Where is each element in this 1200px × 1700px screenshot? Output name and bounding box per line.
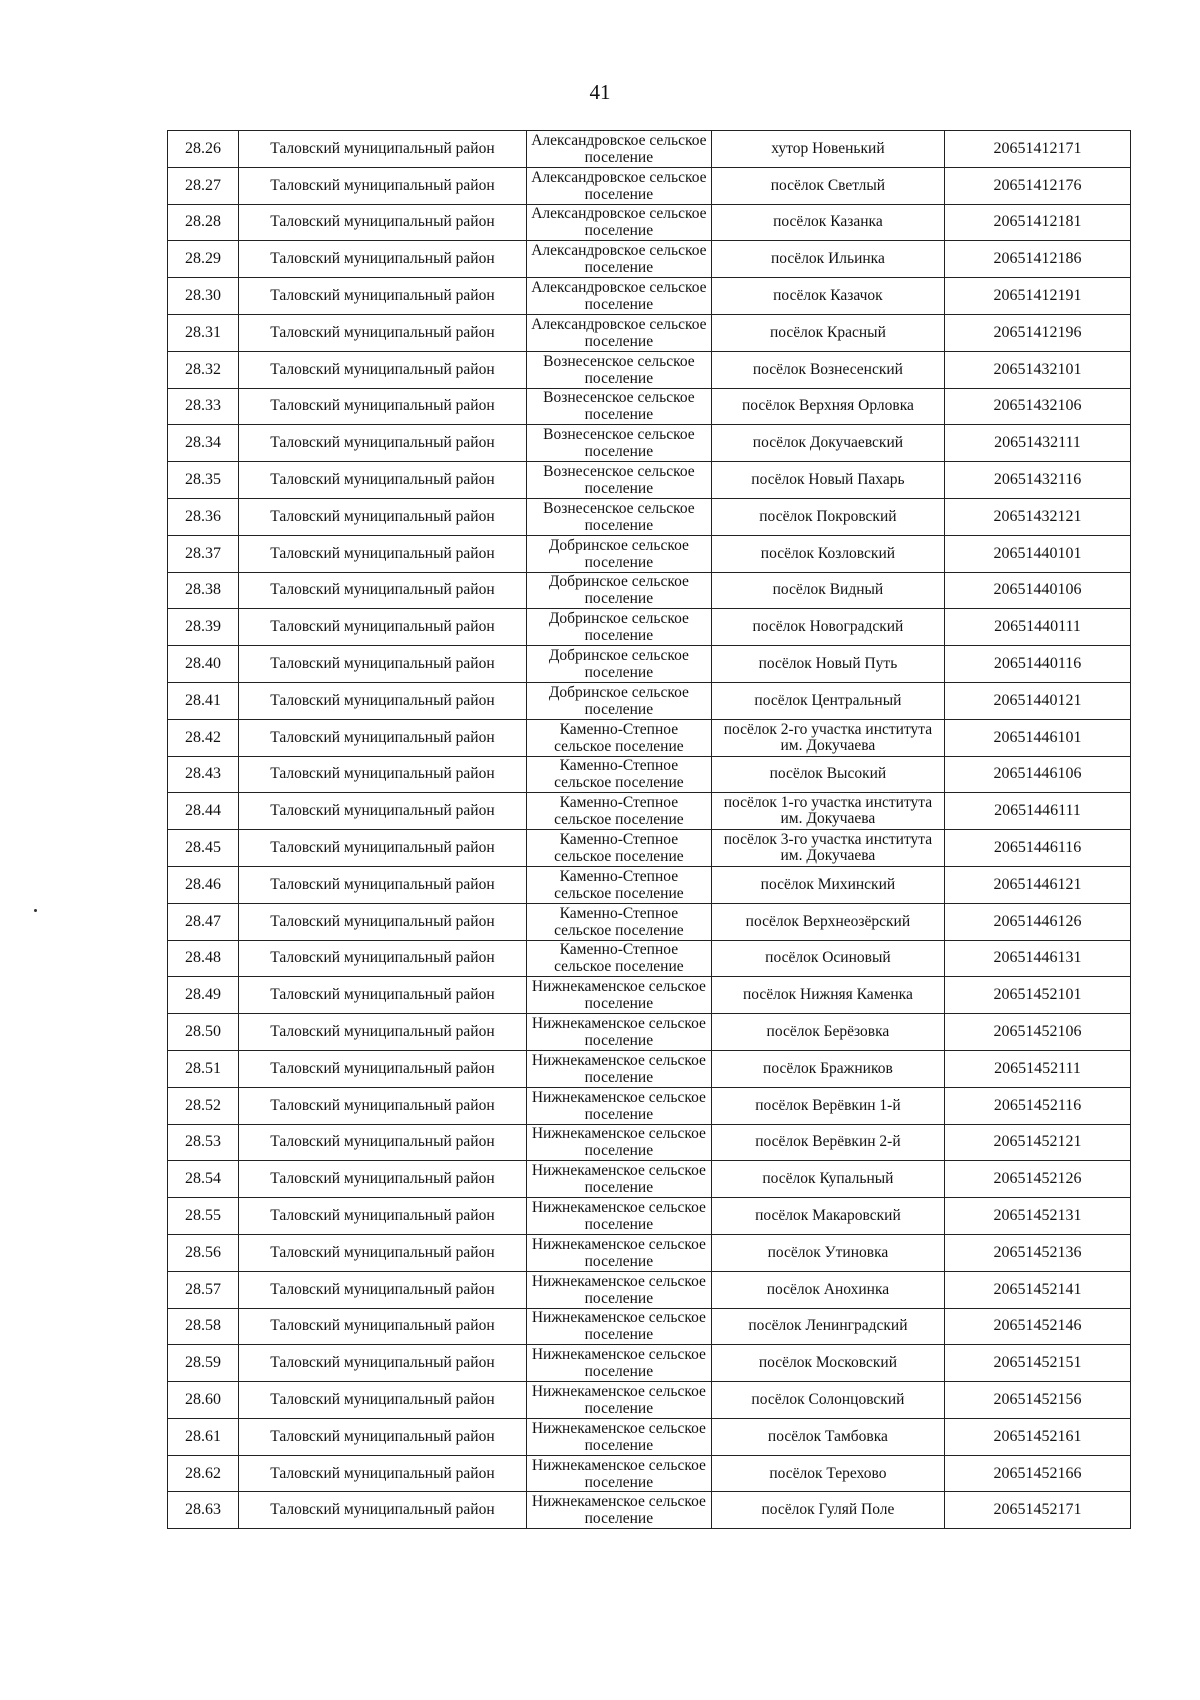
table-row (168, 940, 1131, 977)
settlement-cell: Добринское сельское поселение (526, 572, 711, 609)
settlement-cell: Добринское сельское поселение (526, 535, 711, 572)
settlement-cell: Вознесенское сельское поселение (526, 425, 711, 462)
row-number-cell: 28.53 (168, 1124, 239, 1161)
oktmo-code-cell: 20651440116 (945, 646, 1131, 683)
oktmo-code-cell: 20651446121 (945, 866, 1131, 903)
row-number-cell: 28.54 (168, 1161, 239, 1198)
locality-cell: посёлок Вознесенский (711, 351, 944, 388)
settlement-cell: Добринское сельское поселение (526, 646, 711, 683)
oktmo-code-cell: 20651452111 (945, 1050, 1131, 1087)
district-cell: Таловский муниципальный район (238, 314, 526, 351)
district-cell: Таловский муниципальный район (238, 204, 526, 241)
row-number-cell: 28.57 (168, 1271, 239, 1308)
oktmo-code-cell: 20651412176 (945, 167, 1131, 204)
oktmo-code-cell: 20651432116 (945, 462, 1131, 499)
oktmo-code-cell: 20651452101 (945, 977, 1131, 1014)
district-cell: Таловский муниципальный район (238, 1455, 526, 1492)
page-number: 41 (589, 80, 611, 104)
row-number-cell: 28.38 (168, 572, 239, 609)
table-row (168, 830, 1131, 867)
district-cell: Таловский муниципальный район (238, 572, 526, 609)
locality-cell: посёлок Красный (711, 314, 944, 351)
settlement-cell: Каменно-Степное сельское поселение (526, 866, 711, 903)
settlement-cell: Александровское сельское поселение (526, 204, 711, 241)
settlement-cell: Нижнекаменское сельское поселение (526, 1087, 711, 1124)
table-row (168, 1308, 1131, 1345)
oktmo-code-cell: 20651452151 (945, 1345, 1131, 1382)
oktmo-code-cell: 20651452146 (945, 1308, 1131, 1345)
settlement-cell: Каменно-Степное сельское поселение (526, 719, 711, 756)
locality-cell: посёлок Московский (711, 1345, 944, 1382)
district-cell: Таловский муниципальный район (238, 1050, 526, 1087)
settlement-cell: Нижнекаменское сельское поселение (526, 1455, 711, 1492)
district-cell: Таловский муниципальный район (238, 793, 526, 830)
locality-cell: посёлок Центральный (711, 682, 944, 719)
locality-cell: посёлок Новый Путь (711, 646, 944, 683)
settlement-cell: Александровское сельское поселение (526, 278, 711, 315)
district-cell: Таловский муниципальный район (238, 462, 526, 499)
district-cell: Таловский муниципальный район (238, 1198, 526, 1235)
oktmo-code-cell: 20651432106 (945, 388, 1131, 425)
district-cell: Таловский муниципальный район (238, 1087, 526, 1124)
row-number-cell: 28.41 (168, 682, 239, 719)
table-row (168, 903, 1131, 940)
oktmo-code-cell: 20651446101 (945, 719, 1131, 756)
row-number-cell: 28.45 (168, 830, 239, 867)
oktmo-code-cell: 20651412186 (945, 241, 1131, 278)
row-number-cell: 28.60 (168, 1382, 239, 1419)
settlement-cell: Нижнекаменское сельское поселение (526, 1050, 711, 1087)
oktmo-code-cell: 20651412171 (945, 131, 1131, 168)
locality-cell: посёлок Козловский (711, 535, 944, 572)
district-cell: Таловский муниципальный район (238, 425, 526, 462)
oktmo-code-cell: 20651432111 (945, 425, 1131, 462)
locality-cell: посёлок Новый Пахарь (711, 462, 944, 499)
locality-cell: посёлок Анохинка (711, 1271, 944, 1308)
oktmo-code-cell: 20651446111 (945, 793, 1131, 830)
table-body (168, 131, 1131, 1529)
oktmo-code-cell: 20651452161 (945, 1418, 1131, 1455)
settlement-cell: Нижнекаменское сельское поселение (526, 1014, 711, 1051)
row-number-cell: 28.33 (168, 388, 239, 425)
row-number-cell: 28.46 (168, 866, 239, 903)
table-row (168, 498, 1131, 535)
row-number-cell: 28.37 (168, 535, 239, 572)
oktmo-code-cell: 20651452116 (945, 1087, 1131, 1124)
row-number-cell: 28.26 (168, 131, 239, 168)
settlement-cell: Каменно-Степное сельское поселение (526, 940, 711, 977)
oktmo-code-cell: 20651452126 (945, 1161, 1131, 1198)
oktmo-code-cell: 20651440101 (945, 535, 1131, 572)
row-number-cell: 28.49 (168, 977, 239, 1014)
district-cell: Таловский муниципальный район (238, 388, 526, 425)
table-row (168, 388, 1131, 425)
locality-cell: посёлок Ленинградский (711, 1308, 944, 1345)
table-row (168, 977, 1131, 1014)
row-number-cell: 28.43 (168, 756, 239, 793)
table-row (168, 866, 1131, 903)
locality-cell: посёлок Верхнеозёрский (711, 903, 944, 940)
locality-cell: посёлок Терехово (711, 1455, 944, 1492)
locality-cell: посёлок Новоградский (711, 609, 944, 646)
table-row (168, 462, 1131, 499)
district-cell: Таловский муниципальный район (238, 535, 526, 572)
row-number-cell: 28.61 (168, 1418, 239, 1455)
oktmo-code-cell: 20651452156 (945, 1382, 1131, 1419)
locality-cell: посёлок Макаровский (711, 1198, 944, 1235)
table-row (168, 682, 1131, 719)
locality-cell: посёлок Высокий (711, 756, 944, 793)
district-cell: Таловский муниципальный район (238, 1014, 526, 1051)
table-row (168, 1234, 1131, 1271)
row-number-cell: 28.44 (168, 793, 239, 830)
locality-cell: посёлок Берёзовка (711, 1014, 944, 1051)
settlement-cell: Нижнекаменское сельское поселение (526, 1234, 711, 1271)
table-row (168, 1418, 1131, 1455)
settlement-cell: Каменно-Степное сельское поселение (526, 756, 711, 793)
locality-cell: хутор Новенький (711, 131, 944, 168)
locality-cell: посёлок Бражников (711, 1050, 944, 1087)
row-number-cell: 28.31 (168, 314, 239, 351)
row-number-cell: 28.42 (168, 719, 239, 756)
oktmo-code-cell: 20651446126 (945, 903, 1131, 940)
locality-cell: посёлок 2-го участка института им. Докучаева (711, 719, 944, 756)
settlement-cell: Каменно-Степное сельское поселение (526, 793, 711, 830)
row-number-cell: 28.36 (168, 498, 239, 535)
oktmo-code-cell: 20651440121 (945, 682, 1131, 719)
settlement-cell: Вознесенское сельское поселение (526, 388, 711, 425)
oktmo-code-cell: 20651432121 (945, 498, 1131, 535)
locality-cell: посёлок Покровский (711, 498, 944, 535)
table-row (168, 1161, 1131, 1198)
table-row (168, 535, 1131, 572)
district-cell: Таловский муниципальный район (238, 351, 526, 388)
table-row (168, 719, 1131, 756)
table-row (168, 425, 1131, 462)
row-number-cell: 28.58 (168, 1308, 239, 1345)
table-row (168, 646, 1131, 683)
district-cell: Таловский муниципальный район (238, 940, 526, 977)
table-row (168, 1492, 1131, 1529)
settlement-cell: Вознесенское сельское поселение (526, 498, 711, 535)
table-row (168, 793, 1131, 830)
table-row (168, 1345, 1131, 1382)
district-cell: Таловский муниципальный район (238, 1418, 526, 1455)
oktmo-code-cell: 20651412191 (945, 278, 1131, 315)
locality-cell: посёлок Видный (711, 572, 944, 609)
district-cell: Таловский муниципальный район (238, 1345, 526, 1382)
locality-cell: посёлок 3-го участка института им. Докучаева (711, 830, 944, 867)
settlements-table (167, 130, 1131, 1529)
oktmo-code-cell: 20651412196 (945, 314, 1131, 351)
district-cell: Таловский муниципальный район (238, 1271, 526, 1308)
settlement-cell: Вознесенское сельское поселение (526, 462, 711, 499)
settlement-cell: Александровское сельское поселение (526, 131, 711, 168)
row-number-cell: 28.62 (168, 1455, 239, 1492)
row-number-cell: 28.56 (168, 1234, 239, 1271)
district-cell: Таловский муниципальный район (238, 498, 526, 535)
district-cell: Таловский муниципальный район (238, 131, 526, 168)
locality-cell: посёлок Утиновка (711, 1234, 944, 1271)
locality-cell: посёлок Ильинка (711, 241, 944, 278)
district-cell: Таловский муниципальный район (238, 830, 526, 867)
district-cell: Таловский муниципальный район (238, 646, 526, 683)
locality-cell: посёлок Верёвкин 2-й (711, 1124, 944, 1161)
oktmo-code-cell: 20651440106 (945, 572, 1131, 609)
district-cell: Таловский муниципальный район (238, 241, 526, 278)
locality-cell: посёлок Светлый (711, 167, 944, 204)
settlement-cell: Нижнекаменское сельское поселение (526, 1271, 711, 1308)
settlement-cell: Каменно-Степное сельское поселение (526, 903, 711, 940)
district-cell: Таловский муниципальный район (238, 1308, 526, 1345)
table-row (168, 1382, 1131, 1419)
oktmo-code-cell: 20651446106 (945, 756, 1131, 793)
settlement-cell: Нижнекаменское сельское поселение (526, 977, 711, 1014)
row-number-cell: 28.40 (168, 646, 239, 683)
row-number-cell: 28.47 (168, 903, 239, 940)
table-row (168, 351, 1131, 388)
district-cell: Таловский муниципальный район (238, 609, 526, 646)
settlement-cell: Нижнекаменское сельское поселение (526, 1418, 711, 1455)
district-cell: Таловский муниципальный район (238, 866, 526, 903)
locality-cell: посёлок Осиновый (711, 940, 944, 977)
locality-cell: посёлок Верёвкин 1-й (711, 1087, 944, 1124)
table-row (168, 1455, 1131, 1492)
table-row (168, 241, 1131, 278)
district-cell: Таловский муниципальный район (238, 719, 526, 756)
row-number-cell: 28.30 (168, 278, 239, 315)
table-row (168, 609, 1131, 646)
table-row (168, 131, 1131, 168)
table-row (168, 1087, 1131, 1124)
settlement-cell: Каменно-Степное сельское поселение (526, 830, 711, 867)
oktmo-code-cell: 20651452131 (945, 1198, 1131, 1235)
settlement-cell: Нижнекаменское сельское поселение (526, 1308, 711, 1345)
district-cell: Таловский муниципальный район (238, 1161, 526, 1198)
table-row (168, 1050, 1131, 1087)
row-number-cell: 28.27 (168, 167, 239, 204)
locality-cell: посёлок Михинский (711, 866, 944, 903)
row-number-cell: 28.63 (168, 1492, 239, 1529)
row-number-cell: 28.32 (168, 351, 239, 388)
row-number-cell: 28.59 (168, 1345, 239, 1382)
settlement-cell: Нижнекаменское сельское поселение (526, 1492, 711, 1529)
district-cell: Таловский муниципальный район (238, 903, 526, 940)
locality-cell: посёлок Купальный (711, 1161, 944, 1198)
table-row (168, 314, 1131, 351)
settlement-cell: Александровское сельское поселение (526, 167, 711, 204)
row-number-cell: 28.34 (168, 425, 239, 462)
row-number-cell: 28.39 (168, 609, 239, 646)
district-cell: Таловский муниципальный район (238, 278, 526, 315)
settlement-cell: Александровское сельское поселение (526, 241, 711, 278)
table-row (168, 1014, 1131, 1051)
settlement-cell: Нижнекаменское сельское поселение (526, 1124, 711, 1161)
margin-mark (34, 909, 37, 912)
settlement-cell: Нижнекаменское сельское поселение (526, 1345, 711, 1382)
table-row (168, 1271, 1131, 1308)
settlement-cell: Вознесенское сельское поселение (526, 351, 711, 388)
district-cell: Таловский муниципальный район (238, 756, 526, 793)
oktmo-code-cell: 20651452166 (945, 1455, 1131, 1492)
oktmo-code-cell: 20651452106 (945, 1014, 1131, 1051)
table-row (168, 167, 1131, 204)
settlement-cell: Добринское сельское поселение (526, 609, 711, 646)
oktmo-code-cell: 20651452121 (945, 1124, 1131, 1161)
row-number-cell: 28.28 (168, 204, 239, 241)
locality-cell: посёлок Нижняя Каменка (711, 977, 944, 1014)
settlement-cell: Добринское сельское поселение (526, 682, 711, 719)
table-row (168, 756, 1131, 793)
oktmo-code-cell: 20651432101 (945, 351, 1131, 388)
row-number-cell: 28.48 (168, 940, 239, 977)
settlement-cell: Нижнекаменское сельское поселение (526, 1161, 711, 1198)
settlement-cell: Александровское сельское поселение (526, 314, 711, 351)
row-number-cell: 28.55 (168, 1198, 239, 1235)
table-row (168, 1198, 1131, 1235)
district-cell: Таловский муниципальный район (238, 1234, 526, 1271)
table-row (168, 204, 1131, 241)
locality-cell: посёлок Докучаевский (711, 425, 944, 462)
oktmo-code-cell: 20651412181 (945, 204, 1131, 241)
oktmo-code-cell: 20651452136 (945, 1234, 1131, 1271)
locality-cell: посёлок Казачок (711, 278, 944, 315)
row-number-cell: 28.35 (168, 462, 239, 499)
settlement-cell: Нижнекаменское сельское поселение (526, 1382, 711, 1419)
oktmo-code-cell: 20651452171 (945, 1492, 1131, 1529)
district-cell: Таловский муниципальный район (238, 1492, 526, 1529)
locality-cell: посёлок Солонцовский (711, 1382, 944, 1419)
district-cell: Таловский муниципальный район (238, 977, 526, 1014)
locality-cell: посёлок Тамбовка (711, 1418, 944, 1455)
table-row (168, 278, 1131, 315)
settlement-cell: Нижнекаменское сельское поселение (526, 1198, 711, 1235)
table-row (168, 572, 1131, 609)
locality-cell: посёлок Казанка (711, 204, 944, 241)
district-cell: Таловский муниципальный район (238, 682, 526, 719)
locality-cell: посёлок Гуляй Поле (711, 1492, 944, 1529)
table-row (168, 1124, 1131, 1161)
oktmo-code-cell: 20651446131 (945, 940, 1131, 977)
locality-cell: посёлок Верхняя Орловка (711, 388, 944, 425)
row-number-cell: 28.50 (168, 1014, 239, 1051)
district-cell: Таловский муниципальный район (238, 1382, 526, 1419)
oktmo-code-cell: 20651452141 (945, 1271, 1131, 1308)
row-number-cell: 28.29 (168, 241, 239, 278)
oktmo-code-cell: 20651446116 (945, 830, 1131, 867)
locality-cell: посёлок 1-го участка института им. Докучаева (711, 793, 944, 830)
oktmo-code-cell: 20651440111 (945, 609, 1131, 646)
district-cell: Таловский муниципальный район (238, 1124, 526, 1161)
row-number-cell: 28.51 (168, 1050, 239, 1087)
district-cell: Таловский муниципальный район (238, 167, 526, 204)
row-number-cell: 28.52 (168, 1087, 239, 1124)
